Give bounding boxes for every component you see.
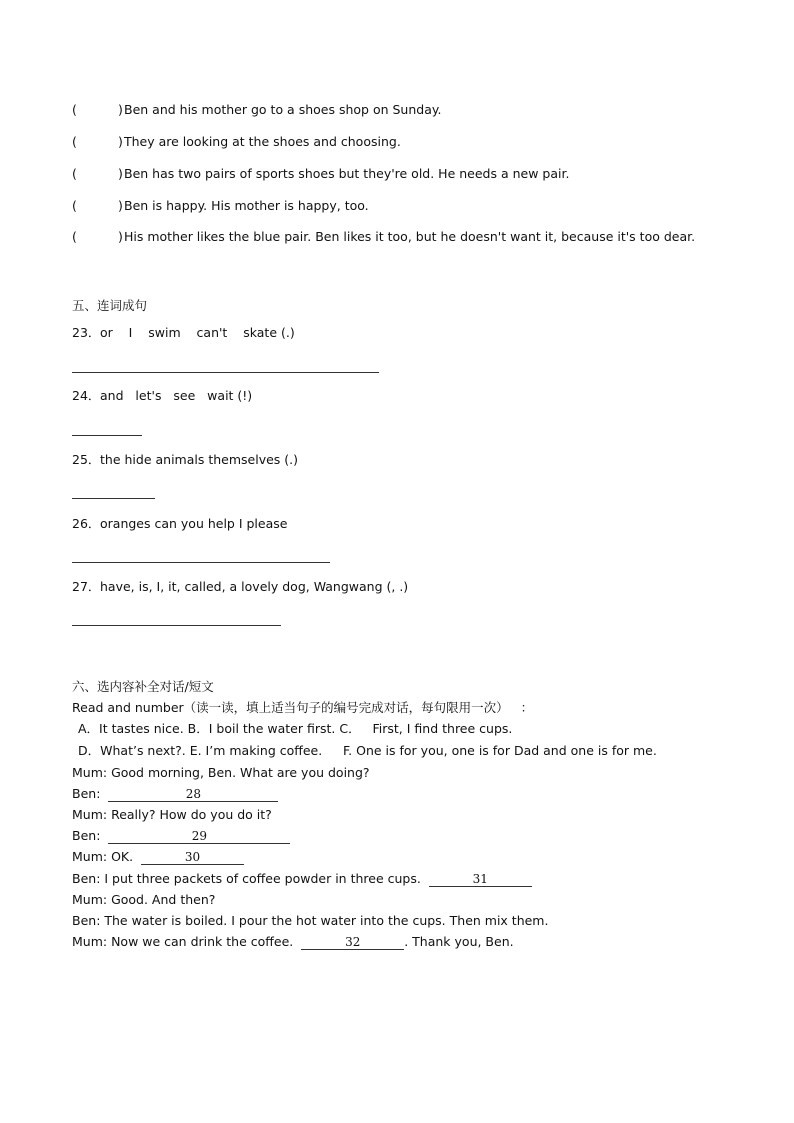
- dialogue-line: [72, 934, 514, 950]
- speaker: Mum: OK.: [72, 849, 138, 864]
- close-paren: ): [118, 102, 123, 117]
- tf-statement: Ben has two pairs of sports shoes but they're old. He needs a new pair.: [124, 166, 570, 181]
- open-paren: (: [72, 229, 77, 244]
- dialogue-line: [72, 786, 278, 802]
- question-number: 24．: [72, 388, 101, 403]
- answer-line[interactable]: [72, 435, 142, 436]
- blank-30[interactable]: 30: [141, 850, 244, 865]
- question-words: oranges can you help I please: [100, 516, 288, 531]
- question-number: 23．: [72, 325, 101, 340]
- dialogue-line: Mum: Good morning, Ben. What are you doing?: [72, 765, 370, 780]
- open-paren: (: [72, 198, 77, 213]
- question-number: 26．: [72, 516, 101, 531]
- dialogue-line: [72, 828, 290, 844]
- speaker-text: Ben: I put three packets of coffee powder in three cups.: [72, 871, 425, 886]
- question-words: have, is, I, it, called, a lovely dog, Wangwang (, .): [100, 579, 409, 594]
- speaker-text: . Thank you, Ben.: [404, 934, 514, 949]
- close-paren: ): [118, 134, 123, 149]
- instruction: Read and number（读一读，填上适当句子的编号完成对话，每句限用一次） ：: [72, 700, 534, 715]
- question-words: or I swim can't skate (.): [100, 325, 295, 340]
- speaker: Ben:: [72, 828, 105, 843]
- dialogue-line: [72, 849, 244, 865]
- options-line: F. One is for you, one is for Dad and one is for me.: [343, 743, 657, 758]
- open-paren: (: [72, 166, 77, 181]
- answer-line[interactable]: [72, 625, 281, 626]
- blank-28[interactable]: 28: [108, 787, 278, 802]
- close-paren: ): [118, 166, 123, 181]
- question-words: the hide animals themselves (.): [100, 452, 298, 467]
- section-heading: 六、选内容补全对话/短文: [72, 679, 214, 694]
- section-heading: 五、连词成句: [72, 298, 148, 313]
- dialogue-line: [72, 871, 532, 887]
- options-line: D．What’s next?. E. I’m making coffee.: [78, 743, 323, 758]
- close-paren: ): [118, 198, 123, 213]
- question-number: 27．: [72, 579, 101, 594]
- dialogue-line: Mum: Good. And then?: [72, 892, 216, 907]
- question-number: 25．: [72, 452, 101, 467]
- options-line: A．It tastes nice. B．I boil the water first. C． First, I find three cups.: [78, 721, 513, 736]
- dialogue-line: Mum: Really? How do you do it?: [72, 807, 272, 822]
- answer-line[interactable]: [72, 372, 379, 373]
- close-paren: ): [118, 229, 123, 244]
- dialogue-line: Ben: The water is boiled. I pour the hot water into the cups. Then mix them.: [72, 913, 549, 928]
- tf-statement: His mother likes the blue pair. Ben likes it too, but he doesn't want it, because it's too dear.: [124, 229, 696, 244]
- question-words: and let's see wait (!): [100, 388, 253, 403]
- open-paren: (: [72, 102, 77, 117]
- speaker-text: Mum: Now we can drink the coffee.: [72, 934, 298, 949]
- answer-line[interactable]: [72, 498, 155, 499]
- blank-32[interactable]: 32: [301, 935, 404, 950]
- tf-statement: Ben and his mother go to a shoes shop on Sunday.: [124, 102, 442, 117]
- tf-statement: Ben is happy. His mother is happy, too.: [124, 198, 369, 213]
- answer-line[interactable]: [72, 562, 330, 563]
- blank-31[interactable]: 31: [429, 872, 532, 887]
- blank-29[interactable]: 29: [108, 829, 290, 844]
- speaker: Ben:: [72, 786, 105, 801]
- open-paren: (: [72, 134, 77, 149]
- tf-statement: They are looking at the shoes and choosing.: [124, 134, 401, 149]
